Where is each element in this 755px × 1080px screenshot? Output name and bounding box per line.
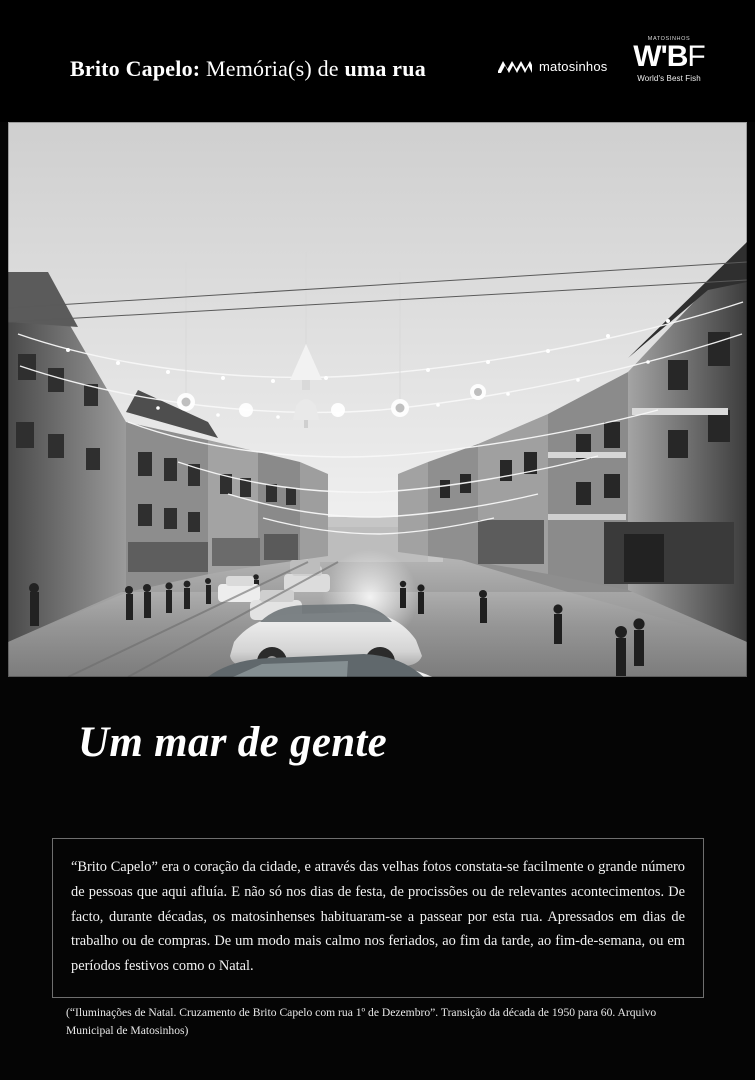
logo-wbf-w: W (633, 40, 661, 73)
poster-header (0, 0, 755, 122)
page-title (70, 56, 426, 82)
historic-street-photograph (8, 122, 747, 677)
logo-wbf-tagline: World's Best Fish (637, 73, 701, 83)
page-title-bold-last: uma rua (344, 56, 426, 81)
logo-matosinhos (498, 58, 607, 74)
headline: Um mar de gente (78, 719, 388, 766)
logo-wbf-mark (626, 40, 712, 73)
logo-matosinhos-label: matosinhos (539, 58, 608, 74)
logo-wbf (626, 36, 712, 83)
logo-wbf-kicker: MATOSINHOS (647, 36, 691, 42)
page-title-bold-first: Brito Capelo: (70, 56, 201, 81)
body-text-box (52, 838, 704, 998)
photo-caption: (“Iluminações de Natal. Cruzamento de Brito Capelo com rua 1º de Dezembro”. Transição da década de 1950 para 60. Arquivo Municipal de Matosinhos) (66, 1006, 657, 1037)
wave-mark-icon (498, 58, 532, 74)
body-paragraph: “Brito Capelo” era o coração da cidade, e através das velhas fotos constata-se facilmente o grande número de pessoas que aqui afluía. E não só nos dias de festa, de procissões ou de relevantes acontecimentos. De facto, durante décadas, os matosinhenses habituaram-se a passear por esta rua. Apressados em dias de trabalho ou de compras. De um modo mais calmo nos feriados, ao fim da tarde, ao fim-de-semana, ou em períodos festivos como o Natal. (71, 859, 685, 975)
logo-wbf-f: F (687, 40, 705, 73)
logo-wbf-b: 'B (660, 40, 688, 73)
page-title-regular: Memória(s) de (200, 56, 345, 81)
